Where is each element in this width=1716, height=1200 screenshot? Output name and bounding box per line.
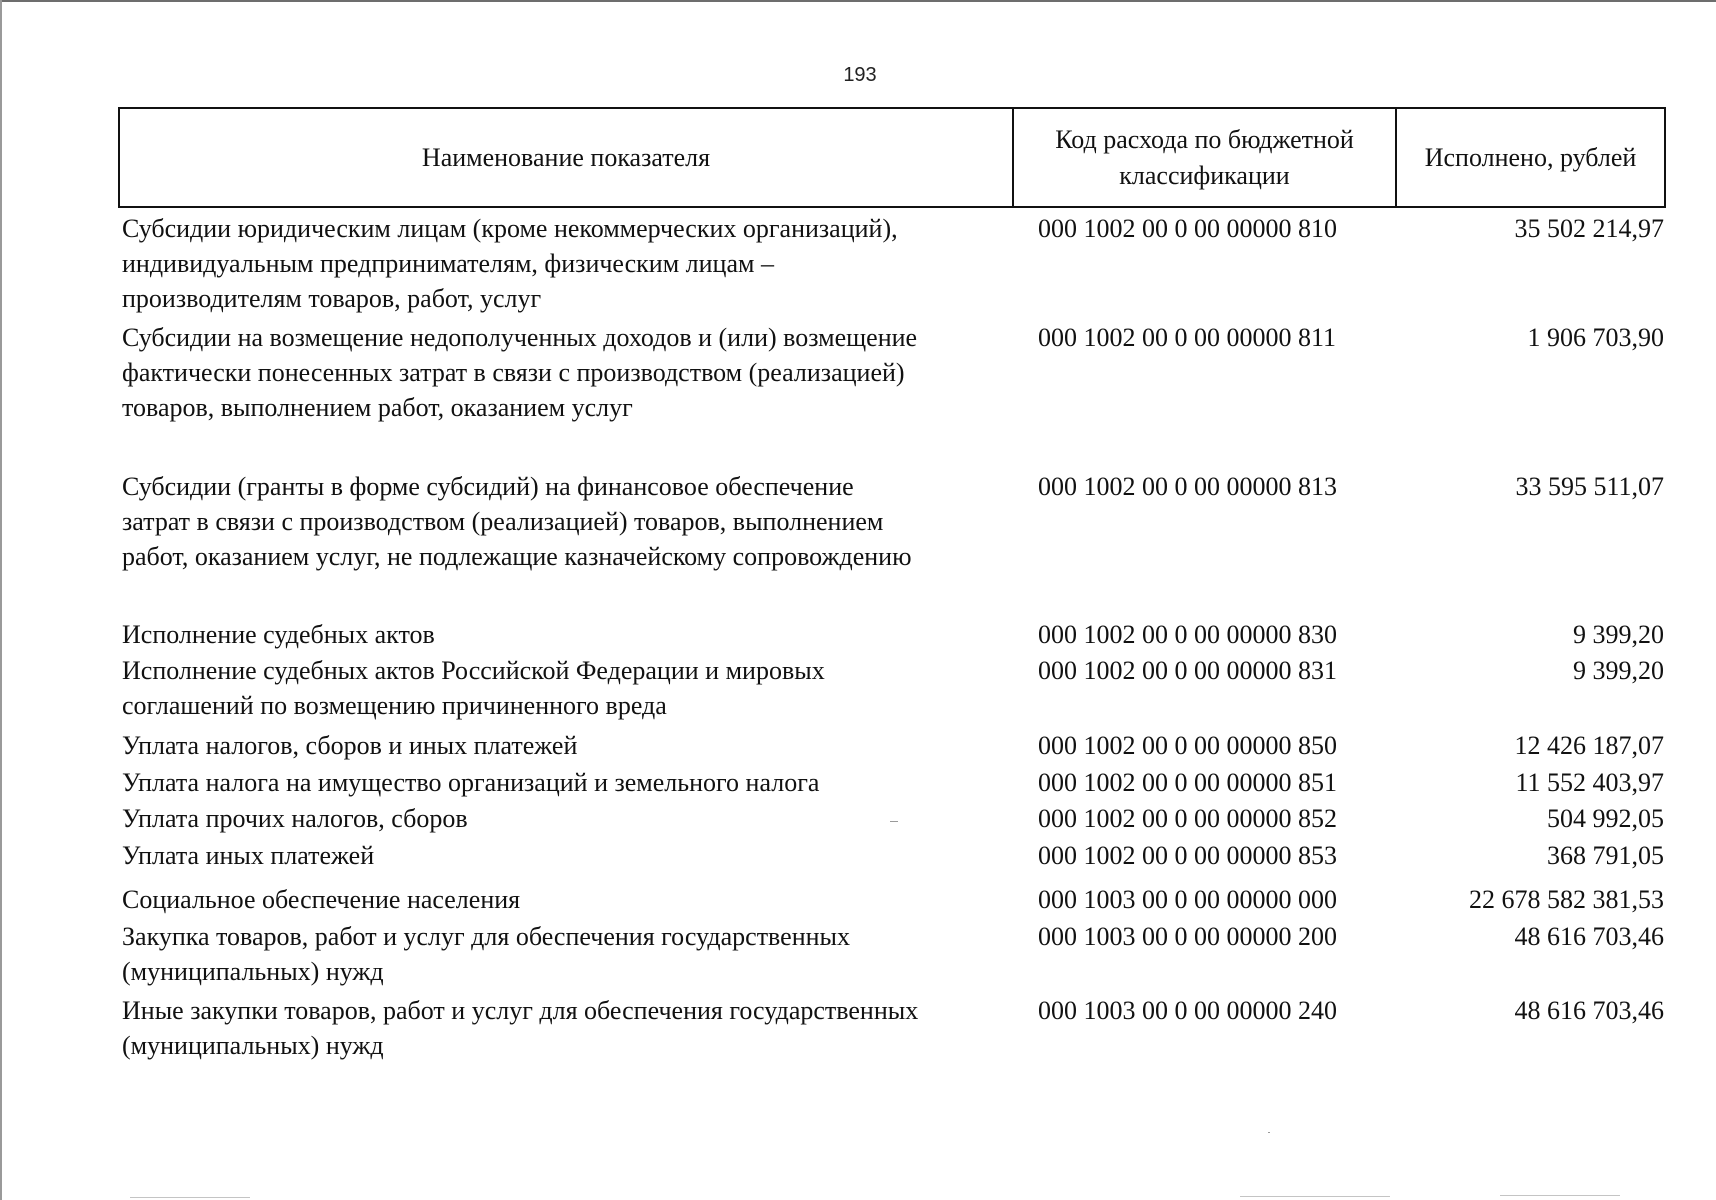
row-amount: 9 399,20 bbox=[1573, 620, 1664, 649]
scan-speck bbox=[1268, 1132, 1270, 1133]
scan-edge-top bbox=[0, 0, 1716, 2]
row-code: 000 1003 00 0 00 00000 200 bbox=[1038, 922, 1337, 951]
page-number: 193 bbox=[843, 64, 877, 86]
row-amount: 368 791,05 bbox=[1547, 841, 1664, 870]
row-code: 000 1002 00 0 00 00000 852 bbox=[1038, 804, 1337, 833]
row-code: 000 1002 00 0 00 00000 831 bbox=[1038, 656, 1337, 685]
scan-speck bbox=[1500, 1195, 1620, 1196]
scan-speck bbox=[1240, 1196, 1390, 1197]
row-amount: 12 426 187,07 bbox=[1514, 731, 1664, 760]
row-amount: 33 595 511,07 bbox=[1515, 472, 1664, 501]
row-name: Закупка товаров, работ и услуг для обеспечения государственных (муниципальных) нужд bbox=[122, 922, 851, 986]
row-amount: 48 616 703,46 bbox=[1514, 996, 1664, 1025]
row-code: 000 1003 00 0 00 00000 000 bbox=[1038, 885, 1337, 914]
header-code-cell: Код расхода по бюджетной классификации bbox=[1014, 109, 1397, 206]
row-name: Уплата прочих налогов, сборов bbox=[122, 804, 468, 833]
scan-speck bbox=[130, 1197, 250, 1198]
row-code: 000 1002 00 0 00 00000 850 bbox=[1038, 731, 1337, 760]
header-amount-cell: Исполнено, рублей bbox=[1424, 142, 1637, 172]
row-amount: 48 616 703,46 bbox=[1514, 922, 1664, 951]
scan-speck bbox=[890, 821, 898, 822]
row-amount: 1 906 703,90 bbox=[1527, 323, 1664, 352]
row-name: Уплата налогов, сборов и иных платежей bbox=[122, 731, 578, 760]
row-code: 000 1002 00 0 00 00000 813 bbox=[1038, 472, 1337, 501]
row-code: 000 1003 00 0 00 00000 240 bbox=[1038, 996, 1337, 1025]
row-amount: 22 678 582 381,53 bbox=[1469, 885, 1664, 914]
table-header bbox=[118, 107, 1666, 208]
row-code: 000 1002 00 0 00 00000 851 bbox=[1038, 768, 1337, 797]
row-name: Социальное обеспечение населения bbox=[122, 885, 521, 914]
row-name: Исполнение судебных актов Российской Федерации и мировых соглашений по возмещению причиненного вреда bbox=[122, 656, 825, 720]
row-name: Субсидии на возмещение недополученных доходов и (или) возмещение фактически понесенных затрат в связи с производством (реализацией) товаров, выполнением работ, оказанием услуг bbox=[122, 323, 918, 422]
row-amount: 35 502 214,97 bbox=[1514, 214, 1664, 243]
row-name: Субсидии юридическим лицам (кроме некоммерческих организаций), индивидуальным предпринимателям, физическим лицам – производителям товаров, работ, услуг bbox=[122, 214, 898, 313]
row-code: 000 1002 00 0 00 00000 810 bbox=[1038, 214, 1337, 243]
row-code: 000 1002 00 0 00 00000 853 bbox=[1038, 841, 1337, 870]
row-amount: 11 552 403,97 bbox=[1515, 768, 1664, 797]
header-name-cell: Наименование показателя bbox=[120, 109, 1014, 206]
row-code: 000 1002 00 0 00 00000 830 bbox=[1038, 620, 1337, 649]
row-amount: 504 992,05 bbox=[1547, 804, 1664, 833]
row-name: Уплата налога на имущество организаций и земельного налога bbox=[122, 768, 820, 797]
row-name: Субсидии (гранты в форме субсидий) на финансовое обеспечение затрат в связи с производством (реализацией) товаров, выполнением работ, оказанием услуг, не подлежащие казначейскому сопровождению bbox=[122, 472, 912, 571]
row-name: Уплата иных платежей bbox=[122, 841, 375, 870]
row-name: Исполнение судебных актов bbox=[122, 620, 435, 649]
row-amount: 9 399,20 bbox=[1573, 656, 1664, 685]
scan-edge-left bbox=[0, 0, 2, 1200]
row-name: Иные закупки товаров, работ и услуг для обеспечения государственных (муниципальных) нужд bbox=[122, 996, 919, 1060]
row-code: 000 1002 00 0 00 00000 811 bbox=[1038, 323, 1337, 352]
